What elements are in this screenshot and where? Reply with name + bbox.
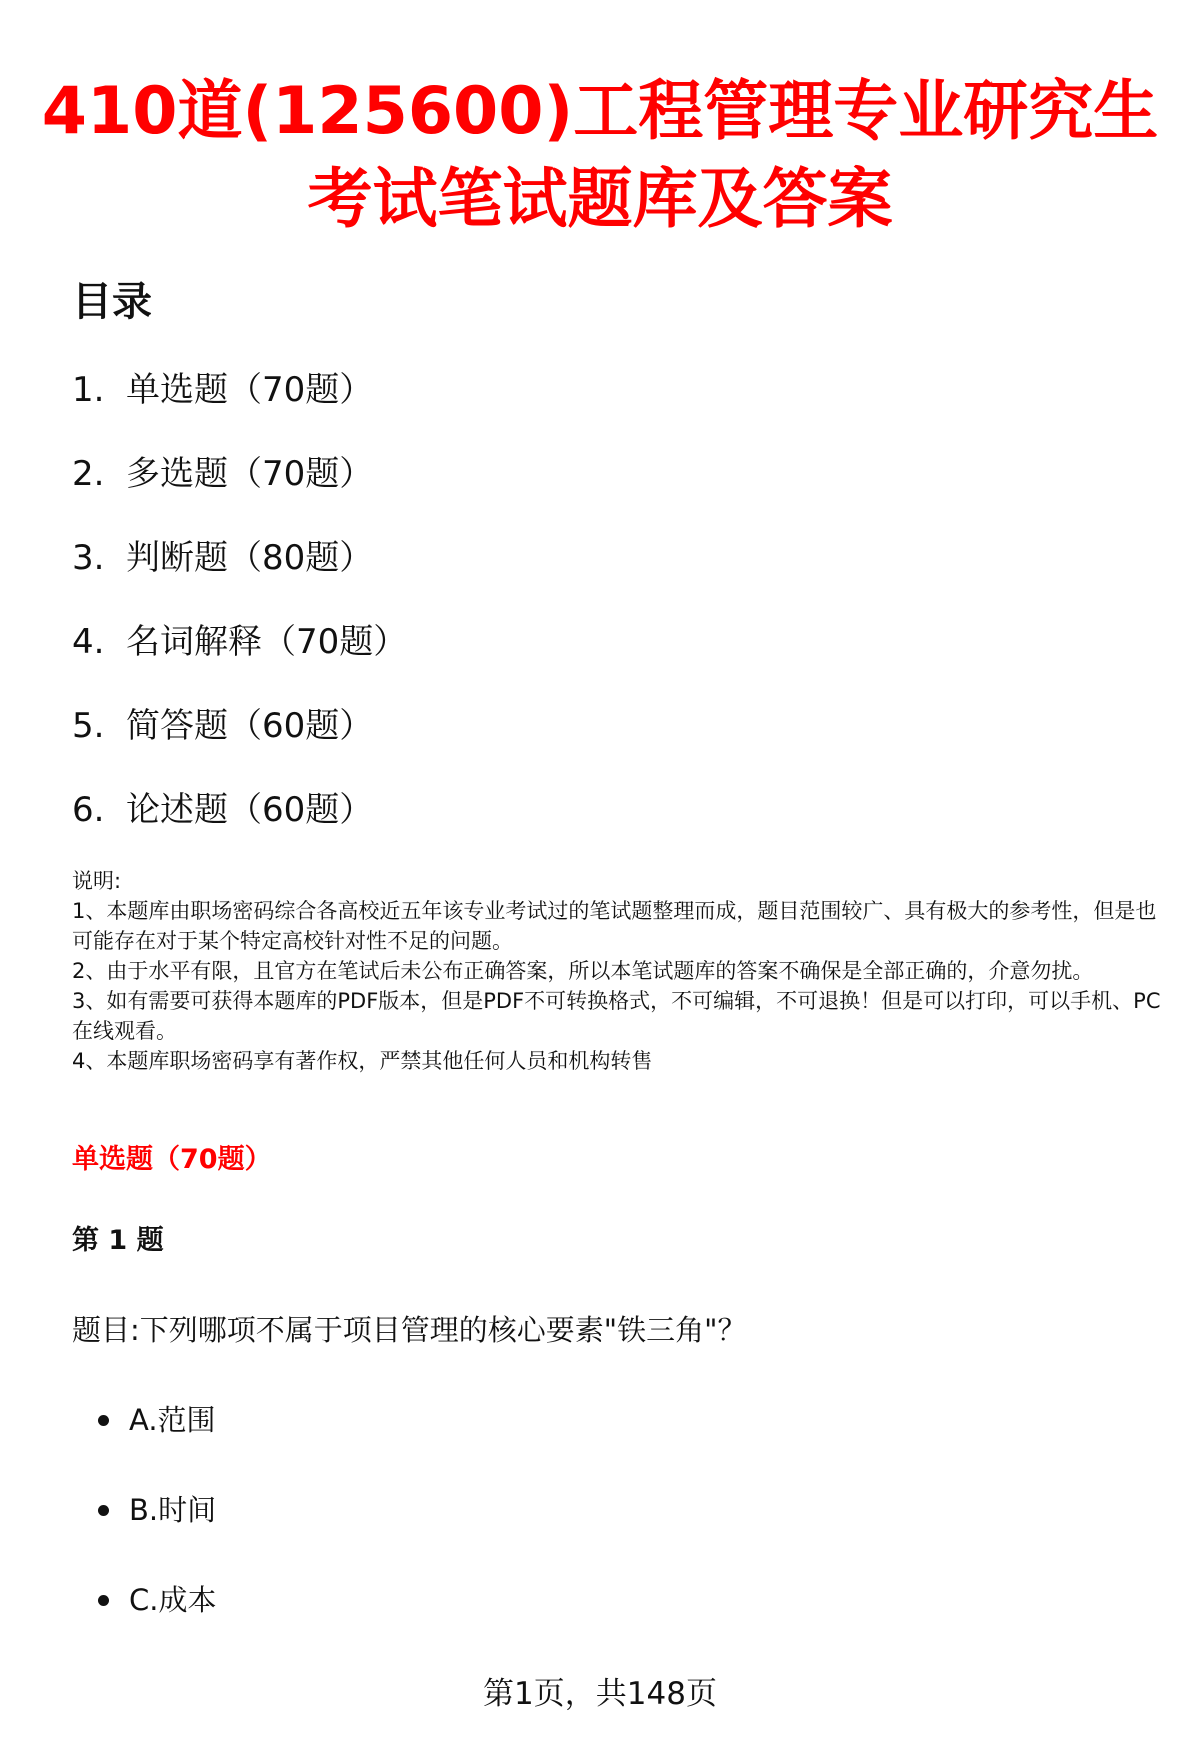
question-text: 题目:下列哪项不属于项目管理的核心要素"铁三角"？	[72, 1313, 747, 1347]
toc-list	[72, 362, 407, 866]
notes-heading: 说明:	[72, 869, 122, 893]
note-item: 2、由于水平有限，且官方在笔试后未公布正确答案，所以本笔试题库的答案不确保是全部正确的，介意勿扰。	[72, 959, 1094, 983]
toc-item-number: 5.	[72, 706, 105, 746]
toc-item-label: 判断题（80题）	[126, 538, 374, 578]
bullet-icon	[98, 1505, 109, 1516]
note-item: 1、本题库由职场密码综合各高校近五年该专业考试过的笔试题整理而成，题目范围较广、具有极大的参考性，但是也可能存在对于某个特定高校针对性不足的问题。	[72, 899, 1157, 953]
toc-heading: 目录	[72, 279, 152, 325]
option-label: C.成本	[129, 1583, 217, 1617]
option-item	[72, 1398, 216, 1488]
toc-item-label: 名词解释（70题）	[126, 622, 408, 662]
toc-item	[72, 614, 407, 698]
page-number-footer: 第1页，共148页	[483, 1676, 717, 1712]
toc-item	[72, 446, 407, 530]
toc-item	[72, 782, 407, 866]
note-item: 3、如有需要可获得本题库的PDF版本，但是PDF不可转换格式，不可编辑，不可退换！但是可以打印，可以手机、PC在线观看。	[72, 989, 1161, 1043]
toc-item-label: 单选题（70题）	[126, 370, 374, 410]
question-number: 第 1 题	[72, 1225, 164, 1256]
toc-item-label: 简答题（60题）	[126, 706, 374, 746]
toc-item-label: 论述题（60题）	[126, 790, 374, 830]
toc-item	[72, 698, 407, 782]
bullet-icon	[98, 1415, 109, 1426]
option-label: B.时间	[129, 1493, 217, 1527]
toc-item-number: 4.	[72, 622, 105, 662]
notes-block	[72, 866, 1162, 1076]
option-label: A.范围	[129, 1403, 216, 1437]
note-item: 4、本题库职场密码享有著作权，严禁其他任何人员和机构转售	[72, 1049, 653, 1073]
option-list	[72, 1398, 216, 1668]
option-item	[72, 1578, 216, 1668]
bullet-icon	[98, 1595, 109, 1606]
toc-item	[72, 530, 407, 614]
toc-item	[72, 362, 407, 446]
toc-item-number: 1.	[72, 370, 105, 410]
toc-item-number: 6.	[72, 790, 105, 830]
toc-item-number: 2.	[72, 454, 105, 494]
option-item	[72, 1488, 216, 1578]
toc-item-number: 3.	[72, 538, 105, 578]
section-heading: 单选题（70题）	[72, 1144, 272, 1175]
document-title: 410道(125600)工程管理专业研究生考试笔试题库及答案	[41, 74, 1159, 237]
toc-item-label: 多选题（70题）	[126, 454, 374, 494]
